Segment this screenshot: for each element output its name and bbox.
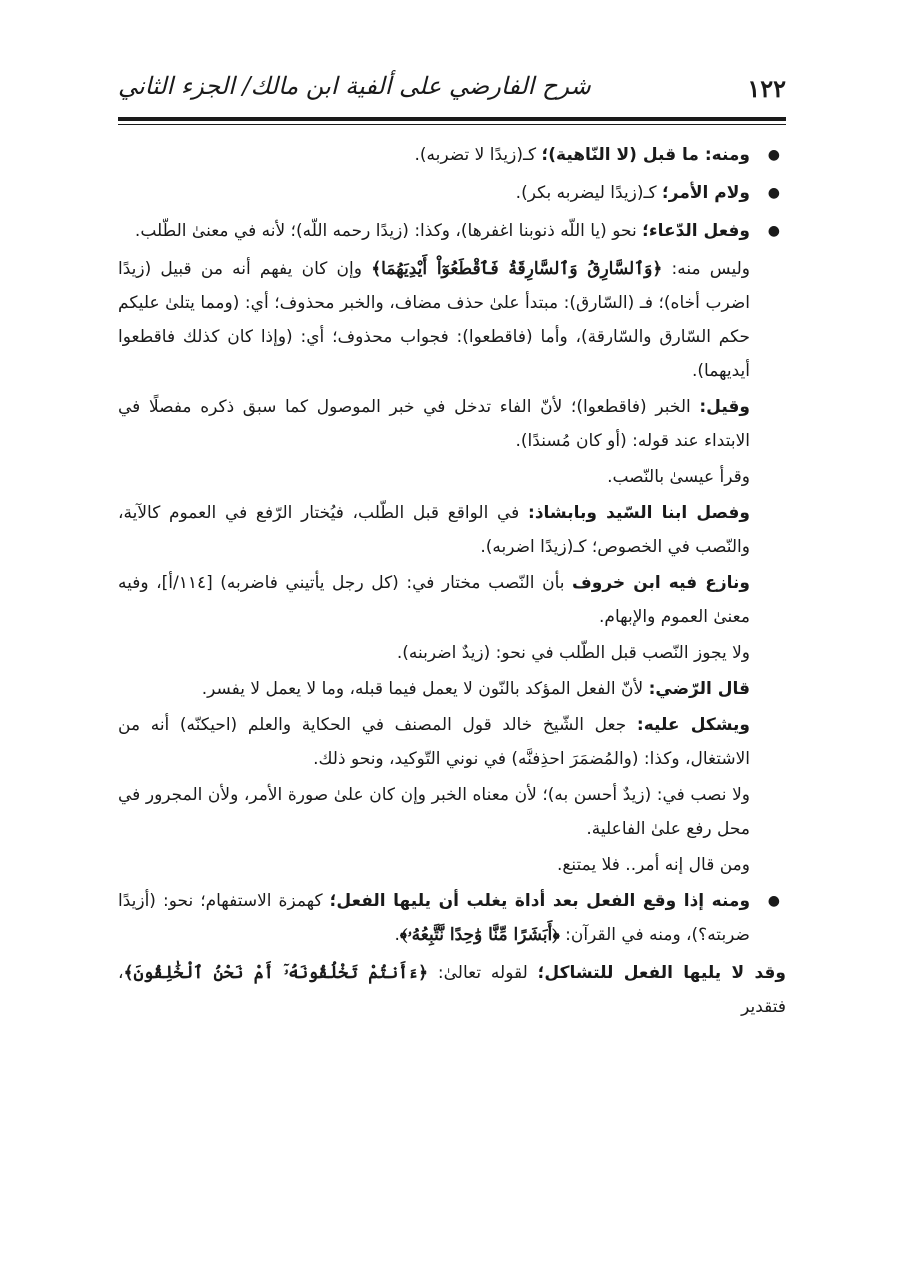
- bullet-item: [118, 214, 786, 248]
- paragraph-lead: ويشكل عليه:: [636, 715, 750, 735]
- bullet-lead: ومنه إذا وقع الفعل بعد أداة يغلب أن يليها الفعل؛: [329, 891, 751, 911]
- running-title: شرح الفارضي على ألفية ابن مالك/ الجزء الثاني: [118, 72, 591, 100]
- bullet-text: نحو (يا اللّه ذنوبنا اغفرها)، وكذا: (زيدًا رحمه اللّه)؛ لأنه في معنىٰ الطّلب.: [134, 221, 643, 241]
- paragraph: [118, 252, 786, 388]
- paragraph: ولا نصب في: (زيدٌ أحسن به)؛ لأن معناه الخبر وإن كان علىٰ صورة الأمر، ولأن المجرور في محل رفع علىٰ الفاعلية.: [118, 785, 750, 839]
- header-rule-thin: [118, 124, 786, 125]
- paragraph-text: الخبر (فاقطعوا)؛ لأنّ الفاء تدخل في خبر الموصول كما سبق ذكره مفصلًا في الابتداء عند قوله: (أو كان مُسندًا).: [118, 397, 750, 451]
- paragraph-text: بأن النّصب مختار في: (كل رجل يأتيني فاضربه) [١١٤/أ]، وفيه معنىٰ العموم والإبهام.: [118, 573, 750, 627]
- paragraph-lead: وقد لا يليها الفعل للتشاكل؛: [537, 963, 786, 983]
- paragraph-lead: قال الرّضي:: [648, 679, 750, 699]
- paragraph-text: في الواقع قبل الطّلب، فيُختار الرّفع في العموم كالآية، والنّصب في الخصوص؛ كـ(زيدًا اضربه).: [118, 503, 750, 557]
- paragraph: [118, 956, 786, 1024]
- quran-verse: ﴿ءَأَنتُمْ تَخْلُقُونَهُۥٓ أَمْ نَحْنُ ٱلْخَٰلِقُونَ﴾: [123, 963, 429, 983]
- bullet-icon: ●: [767, 223, 780, 239]
- paragraph-text: وليس منه:: [662, 259, 751, 279]
- paragraph-text: جعل الشّيخ خالد قول المصنف في الحكاية والعلم (احيكنّه) أنه من الاشتغال، وكذا: (والمُضمَرَ احذِفنَّه) في نوني التّوكيد، ونحو ذلك.: [118, 715, 750, 769]
- paragraph-lead: وقيل:: [699, 397, 750, 417]
- bullet-lead: وفعل الدّعاء؛: [642, 221, 750, 241]
- paragraph: [118, 566, 786, 634]
- paragraph-text: ، فتقدير: [118, 963, 786, 1017]
- bullet-icon: ●: [767, 893, 780, 909]
- paragraph: وقرأ عيسىٰ بالنّصب.: [607, 467, 750, 487]
- bullet-icon: ●: [767, 147, 780, 163]
- bullet-lead: ولام الأمر؛: [662, 183, 750, 203]
- paragraph: ومن قال إنه أمر.. فلا يمتنع.: [556, 855, 750, 875]
- paragraph-text: وإن كان يفهم أنه من قبيل (زيدًا اضرب أخاه)؛ فـ (السّارق): مبتدأ علىٰ حذف مضاف، والخبر محذوف؛ أي: (ومما يتلىٰ عليكم حكم السّارق والسّارقة)، وأما (فاقطعوا): فجواب محذوف؛ أي: (وإذا كان كذلك فاقطعوا أيديهما).: [118, 259, 750, 381]
- page-body: [118, 138, 786, 1026]
- bullet-item: [118, 884, 786, 952]
- bullet-icon: ●: [767, 185, 780, 201]
- page-number: ١٢٢: [747, 74, 786, 103]
- paragraph: [118, 672, 786, 706]
- paragraph-lead: ونازع فيه ابن خروف: [572, 573, 750, 593]
- bullet-item: [118, 138, 786, 172]
- bullet-text: كـ(زيدًا ليضربه بكر).: [515, 183, 662, 203]
- bullet-text: كـ(زيدًا لا تضربه).: [414, 145, 542, 165]
- header-rule-thick: [118, 117, 786, 121]
- bullet-lead: ومنه: ما قبل (لا النّاهية)؛: [541, 145, 750, 165]
- quran-verse: ﴿أَبَشَرًا مِّنَّا وَٰحِدًا نَّتَّبِعُهُۥ﴾: [399, 925, 560, 945]
- paragraph: [118, 708, 786, 776]
- bullet-text: .: [394, 925, 400, 945]
- paragraph: [118, 496, 786, 564]
- paragraph: ولا يجوز النّصب قبل الطّلب في نحو: (زيدٌ اضربنه).: [396, 643, 750, 663]
- paragraph-text: لقوله تعالىٰ:: [428, 963, 538, 983]
- page-header: [118, 68, 786, 112]
- paragraph-text: لأنّ الفعل المؤكد بالنّون لا يعمل فيما قبله، وما لا يعمل لا يفسر.: [201, 679, 649, 699]
- quran-verse: ﴿وَٱلسَّارِقُ وَٱلسَّارِقَةُ فَٱقْطَعُوٓاْ أَيْدِيَهُمَا﴾: [371, 259, 663, 279]
- bullet-text: كهمزة الاستفهام؛ نحو: (أزيدًا ضربته؟)، ومنه في القرآن:: [118, 891, 750, 945]
- bullet-item: [118, 176, 786, 210]
- paragraph: [118, 390, 786, 458]
- paragraph-lead: وفصل ابنا السّيد وبابشاذ:: [528, 503, 751, 523]
